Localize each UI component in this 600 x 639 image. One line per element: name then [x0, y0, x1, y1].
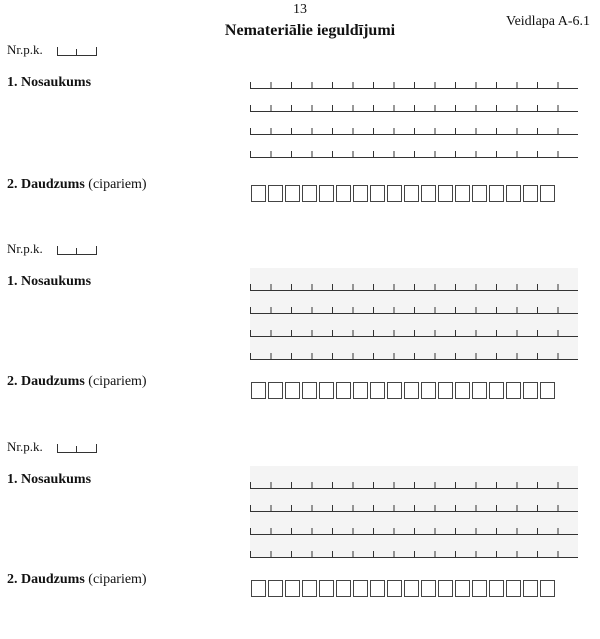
- digit-box[interactable]: [353, 580, 368, 597]
- nrpk-field: [7, 439, 97, 455]
- name-label-text: Nosaukums: [21, 274, 92, 289]
- digit-box[interactable]: [285, 580, 300, 597]
- digit-box[interactable]: [421, 580, 436, 597]
- quantity-digit-boxes: [251, 382, 555, 399]
- nrpk-label: Nr.p.k.: [7, 42, 43, 57]
- digit-box[interactable]: [387, 382, 402, 399]
- digit-box[interactable]: [523, 580, 538, 597]
- quantity-label-number: 2.: [7, 177, 18, 192]
- nrpk-input[interactable]: [57, 246, 97, 255]
- nrpk-input[interactable]: [57, 444, 97, 453]
- digit-box[interactable]: [472, 580, 487, 597]
- digit-box[interactable]: [523, 382, 538, 399]
- digit-box[interactable]: [438, 185, 453, 202]
- nrpk-label: Nr.p.k.: [7, 241, 43, 256]
- digit-box[interactable]: [285, 382, 300, 399]
- quantity-label-hint: (cipariem): [88, 572, 147, 587]
- digit-box[interactable]: [353, 382, 368, 399]
- name-input-line[interactable]: [250, 291, 578, 314]
- name-input-line[interactable]: [250, 466, 578, 489]
- quantity-label: [7, 177, 147, 193]
- name-input-line[interactable]: [250, 268, 578, 291]
- digit-box[interactable]: [472, 382, 487, 399]
- digit-box[interactable]: [302, 185, 317, 202]
- digit-box[interactable]: [506, 580, 521, 597]
- name-input-line[interactable]: [250, 314, 578, 337]
- quantity-label-number: 2.: [7, 572, 18, 587]
- quantity-label-number: 2.: [7, 374, 18, 389]
- name-label-number: 1.: [7, 472, 18, 487]
- name-input-line[interactable]: [250, 489, 578, 512]
- name-label: [7, 274, 91, 290]
- nrpk-field: [7, 241, 97, 257]
- digit-box[interactable]: [489, 580, 504, 597]
- entry-section-1: [0, 42, 600, 242]
- digit-box[interactable]: [489, 185, 504, 202]
- digit-box[interactable]: [421, 185, 436, 202]
- quantity-label-text: Daudzums: [21, 374, 85, 389]
- digit-box[interactable]: [387, 580, 402, 597]
- name-input-line[interactable]: [250, 89, 578, 112]
- digit-box[interactable]: [523, 185, 538, 202]
- digit-box[interactable]: [268, 185, 283, 202]
- name-label-text: Nosaukums: [21, 472, 92, 487]
- digit-box[interactable]: [404, 382, 419, 399]
- digit-box[interactable]: [438, 580, 453, 597]
- digit-box[interactable]: [370, 382, 385, 399]
- digit-box[interactable]: [421, 382, 436, 399]
- digit-box[interactable]: [336, 185, 351, 202]
- digit-box[interactable]: [353, 185, 368, 202]
- digit-box[interactable]: [455, 580, 470, 597]
- quantity-label-text: Daudzums: [21, 177, 85, 192]
- quantity-label-hint: (cipariem): [88, 374, 147, 389]
- digit-box[interactable]: [302, 382, 317, 399]
- digit-box[interactable]: [370, 580, 385, 597]
- digit-box[interactable]: [251, 185, 266, 202]
- digit-box[interactable]: [455, 185, 470, 202]
- digit-box[interactable]: [489, 382, 504, 399]
- digit-box[interactable]: [506, 382, 521, 399]
- name-label-number: 1.: [7, 274, 18, 289]
- digit-box[interactable]: [540, 382, 555, 399]
- form-code: Veidlapa A-6.1: [506, 14, 590, 29]
- name-input-line[interactable]: [250, 66, 578, 89]
- entry-section-3: [0, 439, 600, 639]
- digit-box[interactable]: [472, 185, 487, 202]
- name-input-line[interactable]: [250, 112, 578, 135]
- name-input-line[interactable]: [250, 337, 578, 360]
- digit-box[interactable]: [319, 185, 334, 202]
- digit-box[interactable]: [455, 382, 470, 399]
- nrpk-field: [7, 42, 97, 58]
- name-input-line[interactable]: [250, 535, 578, 558]
- digit-box[interactable]: [319, 382, 334, 399]
- digit-box[interactable]: [336, 382, 351, 399]
- entry-section-2: [0, 241, 600, 441]
- nrpk-label: Nr.p.k.: [7, 439, 43, 454]
- digit-box[interactable]: [540, 580, 555, 597]
- name-label-text: Nosaukums: [21, 75, 92, 90]
- quantity-label-text: Daudzums: [21, 572, 85, 587]
- digit-box[interactable]: [302, 580, 317, 597]
- digit-box[interactable]: [251, 382, 266, 399]
- quantity-digit-boxes: [251, 185, 555, 202]
- digit-box[interactable]: [404, 185, 419, 202]
- digit-box[interactable]: [285, 185, 300, 202]
- name-input-lines: [250, 466, 578, 558]
- name-label: [7, 472, 91, 488]
- quantity-label: [7, 374, 147, 390]
- name-input-line[interactable]: [250, 512, 578, 535]
- digit-box[interactable]: [404, 580, 419, 597]
- name-input-lines: [250, 268, 578, 360]
- digit-box[interactable]: [319, 580, 334, 597]
- name-label: [7, 75, 91, 91]
- digit-box[interactable]: [336, 580, 351, 597]
- nrpk-input[interactable]: [57, 47, 97, 56]
- digit-box[interactable]: [438, 382, 453, 399]
- digit-box[interactable]: [268, 382, 283, 399]
- quantity-label-hint: (cipariem): [88, 177, 147, 192]
- page-number: 13: [293, 2, 307, 17]
- name-input-line[interactable]: [250, 135, 578, 158]
- digit-box[interactable]: [506, 185, 521, 202]
- name-label-number: 1.: [7, 75, 18, 90]
- quantity-label: [7, 572, 147, 588]
- digit-box[interactable]: [268, 580, 283, 597]
- name-input-lines: [250, 66, 578, 158]
- digit-box[interactable]: [387, 185, 402, 202]
- form-title: Nemateriālie ieguldījumi: [224, 22, 396, 39]
- quantity-digit-boxes: [251, 580, 555, 597]
- digit-box[interactable]: [251, 580, 266, 597]
- digit-box[interactable]: [370, 185, 385, 202]
- digit-box[interactable]: [540, 185, 555, 202]
